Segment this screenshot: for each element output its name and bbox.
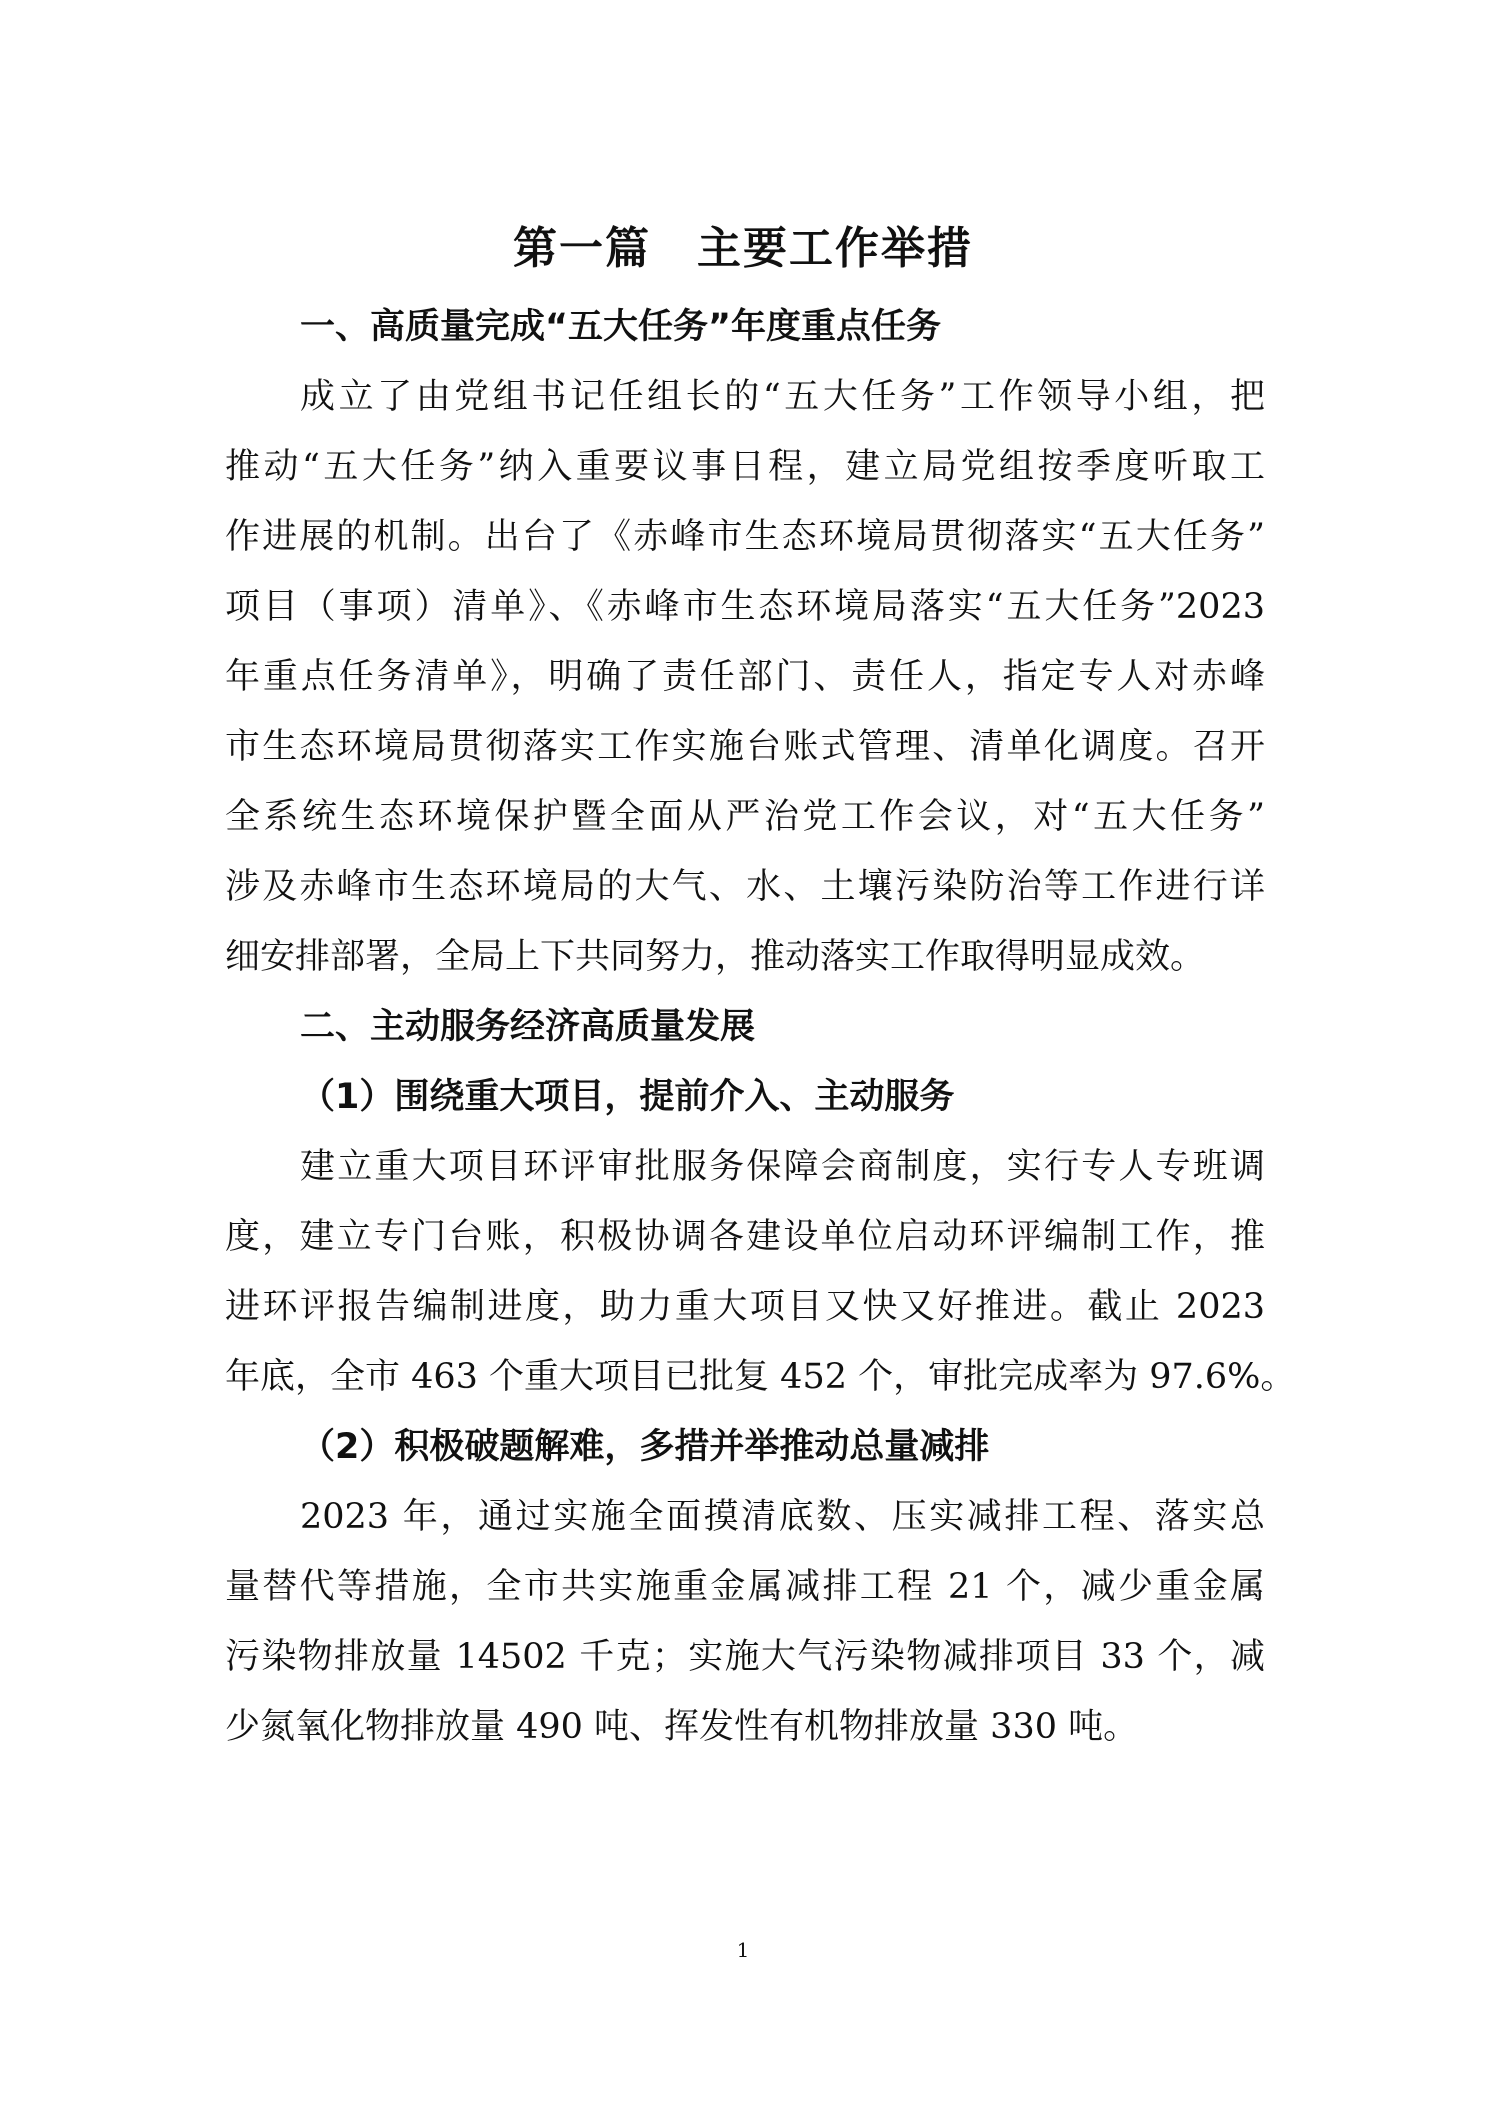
paragraph-line: 2023 年，通过实施全面摸清底数、压实减排工程、落实总 (300, 1497, 1265, 1537)
paragraph-line: 度，建立专门台账，积极协调各建设单位启动环评编制工作，推 (225, 1217, 1265, 1257)
paragraph-line: 涉及赤峰市生态环境局的大气、水、土壤污染防治等工作进行详 (225, 867, 1265, 907)
section-heading-1: 一、高质量完成“五大任务”年度重点任务 (300, 307, 942, 347)
paragraph-line: 进环评报告编制进度，助力重大项目又快又好推进。截止 2023 (225, 1287, 1265, 1327)
paragraph-line: 项目（事项）清单》、《赤峰市生态环境局落实“五大任务”2023 (225, 587, 1265, 627)
subsection-1-paragraph (225, 1132, 1296, 1412)
paragraph-line: 作进展的机制。出台了《赤峰市生态环境局贯彻落实“五大任务” (225, 517, 1265, 557)
paragraph-line: 量替代等措施，全市共实施重金属减排工程 21 个，减少重金属 (225, 1567, 1265, 1607)
section-1-paragraph (225, 362, 1265, 992)
subsection-2-paragraph (225, 1482, 1265, 1762)
subsection-heading-2: （2）积极破题解难，多措并举推动总量减排 (300, 1427, 990, 1467)
subsection-heading-1: （1）围绕重大项目，提前介入、主动服务 (300, 1077, 955, 1117)
paragraph-line: 全系统生态环境保护暨全面从严治党工作会议，对“五大任务” (225, 797, 1265, 837)
paragraph-line: 年重点任务清单》，明确了责任部门、责任人，指定专人对赤峰 (225, 657, 1265, 697)
paragraph-line: 成立了由党组书记任组长的“五大任务”工作领导小组，把 (300, 377, 1265, 417)
paragraph-line: 市生态环境局贯彻落实工作实施台账式管理、清单化调度。召开 (225, 727, 1265, 767)
paragraph-line: 污染物排放量 14502 千克；实施大气污染物减排项目 33 个，减 (225, 1637, 1265, 1677)
paragraph-line: 推动“五大任务”纳入重要议事日程，建立局党组按季度听取工 (225, 447, 1265, 487)
page-number: 1 (736, 1938, 750, 1962)
paragraph-line: 年底，全市 463 个重大项目已批复 452 个，审批完成率为 97.6%。 (225, 1357, 1296, 1397)
paragraph-line: 细安排部署，全局上下共同努力，推动落实工作取得明显成效。 (225, 937, 1206, 977)
paragraph-line: 建立重大项目环评审批服务保障会商制度，实行专人专班调 (300, 1147, 1265, 1187)
section-heading-2: 二、主动服务经济高质量发展 (300, 1007, 756, 1047)
document-title: 第一篇 主要工作举措 (513, 223, 973, 274)
paragraph-line: 少氮氧化物排放量 490 吨、挥发性有机物排放量 330 吨。 (225, 1707, 1139, 1747)
